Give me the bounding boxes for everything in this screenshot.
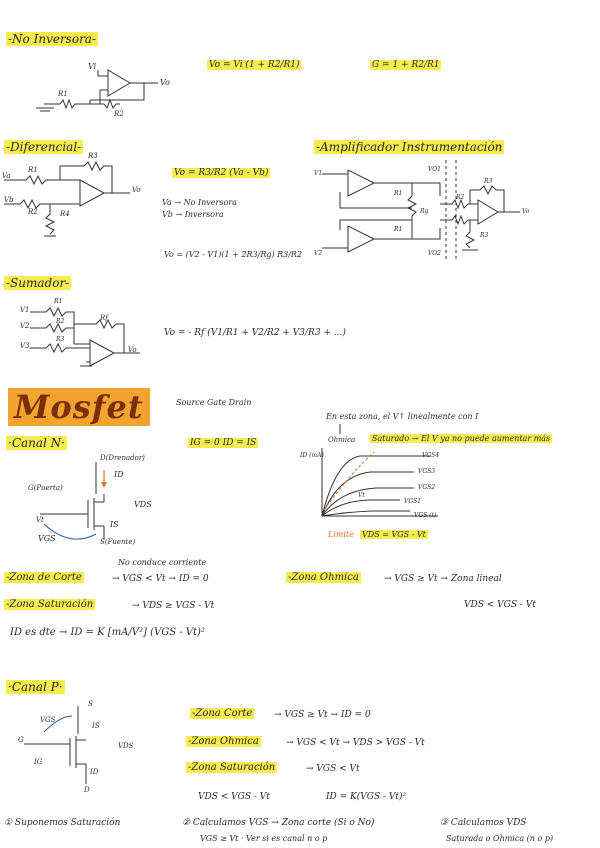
label-n-vds: VDS xyxy=(134,500,152,509)
section-title-sumador: -Sumador- xyxy=(6,276,70,290)
label-inst-vo: Vo xyxy=(522,208,530,215)
label-p-is: IS xyxy=(92,722,100,730)
label-n-source: S(Fuente) xyxy=(100,538,136,546)
step-3b: Saturada o Ohmica (n o p) xyxy=(446,834,554,843)
canal-n-title: ·Canal N· xyxy=(8,436,65,450)
label-p-g: G xyxy=(18,736,24,744)
label-n-id: ID xyxy=(114,470,124,479)
label-vb: Vb xyxy=(4,196,14,204)
graph-curve-vgst: VGS (t) xyxy=(414,512,437,519)
label-inst-v1: V1 xyxy=(314,170,323,177)
label-inst-r3: R3 xyxy=(484,178,493,185)
opamp-no-inversora xyxy=(36,70,158,111)
zona-ohmica-rule: → VGS ≥ Vt → Zona lineal xyxy=(384,574,502,584)
id-formula: ID es dte → ID = K [mA/V²] (VGS - Vt)² xyxy=(10,627,205,638)
formula-sumador: Vo = - Rf (V1/R1 + V2/R2 + V3/R3 + ...) xyxy=(164,328,346,338)
graph-limit-formula: VDS = VGS - Vt xyxy=(362,530,426,539)
graph-ohmica: Ohmica xyxy=(328,436,356,444)
mosfet-title: Mosfet xyxy=(8,388,150,426)
label-inst-v2: V2 xyxy=(314,250,323,257)
graph-vt: Vt xyxy=(358,492,365,499)
opamp-sumador xyxy=(30,308,140,366)
no-conduce-note: No conduce corriente xyxy=(118,558,207,567)
label-vo: Vo xyxy=(160,78,170,87)
canal-n-currents: IG = 0 ID = IS xyxy=(190,438,257,448)
section-title-instrumentacion: -Amplificador Instrumentación xyxy=(316,140,503,154)
p-zona-corte-title: -Zona Corte xyxy=(192,708,253,719)
p-sat-cond: VDS < VGS - Vt xyxy=(198,792,270,802)
label-n-vgs: VGS xyxy=(38,534,56,543)
zona-corte-rule: → VGS < Vt → ID = 0 xyxy=(112,574,209,584)
zona-saturacion-rule: → VDS ≥ VGS - Vt xyxy=(132,601,215,611)
graph-note: En esta zona, el V↑ linealmente con I xyxy=(326,412,479,421)
zona-ohmica-title: -Zona Ohmica xyxy=(288,572,359,583)
section-title-no-inversora: -No Inversora- xyxy=(8,32,97,46)
zona-ohmica-rule2: VDS < VGS - Vt xyxy=(464,600,536,610)
label-inst-vo2: VO2 xyxy=(428,250,441,257)
label-r2: R2 xyxy=(114,110,124,118)
graph-limit: Limite xyxy=(328,530,354,539)
graph-curve-vgs2: VGS2 xyxy=(418,484,436,491)
canal-p-title: ·Canal P· xyxy=(8,680,63,694)
label-inst-r1b: R1 xyxy=(394,226,403,233)
mosfet-terminals: Source Gate Drain xyxy=(176,398,252,407)
step-3: ③ Calculamos VDS xyxy=(440,818,527,828)
label-inst-r2: R2 xyxy=(456,194,465,201)
step-2b: VGS ≥ Vt · Ver si es canal n o p xyxy=(200,834,328,843)
label-sum-r3: R3 xyxy=(56,336,65,343)
label-p-s: S xyxy=(88,700,93,708)
label-diff-r2: R2 xyxy=(28,208,38,216)
p-sat-id: ID = K(VGS - Vt)² xyxy=(326,792,407,802)
label-sum-r1: R1 xyxy=(54,298,63,305)
label-diff-r4: R4 xyxy=(60,210,70,218)
label-sum-v1: V1 xyxy=(20,306,30,314)
label-n-gate: G(Puerta) xyxy=(28,484,63,492)
graph-ylabel: ID (mA) xyxy=(300,452,324,459)
formula-no-inversora-gain: G = 1 + R2/R1 xyxy=(372,60,440,70)
label-p-vds: VDS xyxy=(118,742,134,750)
label-n-is: IS xyxy=(110,520,119,529)
label-n-drain: D(Drenador) xyxy=(100,454,145,462)
label-p-ig: IG xyxy=(34,758,43,766)
step-1: ① Suponemos Saturación xyxy=(4,818,121,828)
note-vb: Vb → Inversora xyxy=(162,210,224,219)
graph-curve-vgs4: VGS4 xyxy=(422,452,440,459)
label-vi: Vi xyxy=(88,62,97,71)
p-zona-ohmica-rule: → VGS < Vt → VDS > VGS - Vt xyxy=(286,738,425,748)
opamp-diferencial xyxy=(4,162,130,236)
graph-saturado: Saturado → El V ya no puede aumentar más xyxy=(372,434,551,443)
label-p-d: D xyxy=(84,786,90,794)
label-va: Va xyxy=(2,172,11,180)
formula-no-inversora-vo: Vo = Vi (1 + R2/R1) xyxy=(209,60,300,70)
label-r1: R1 xyxy=(58,90,68,98)
zona-corte-title: -Zona de Corte xyxy=(6,572,82,583)
label-sum-rf: Rf xyxy=(100,314,108,322)
label-diff-r3: R3 xyxy=(88,152,98,160)
label-sum-r2: R2 xyxy=(56,318,65,325)
label-sum-v3: V3 xyxy=(20,342,30,350)
step-2: ② Calculamos VGS → Zona corte (Si o No) xyxy=(182,818,375,828)
zona-saturacion-title: -Zona Saturación xyxy=(6,599,94,610)
label-inst-rg: Rg xyxy=(420,208,429,215)
graph-curve-vgs1: VGS1 xyxy=(404,498,422,505)
label-n-vt: Vt xyxy=(36,516,44,524)
label-inst-vo1: VO1 xyxy=(428,166,441,173)
graph-curve-vgs3: VGS3 xyxy=(418,468,436,475)
label-diff-r1: R1 xyxy=(28,166,38,174)
mosfet-n-symbol xyxy=(40,462,107,540)
formula-diferencial-vo2: Vo = (V2 - V1)(1 + 2R3/Rg) R3/R2 xyxy=(164,250,303,259)
label-p-id: ID xyxy=(90,768,99,776)
label-sum-v2: V2 xyxy=(20,322,30,330)
p-zona-ohmica-title: -Zona Ohmica xyxy=(188,736,259,747)
label-inst-r3b: R3 xyxy=(480,232,489,239)
label-p-vgs: VGS xyxy=(40,716,56,724)
label-inst-r1: R1 xyxy=(394,190,403,197)
label-sum-vo: Vo xyxy=(128,346,137,354)
section-title-diferencial: -Diferencial- xyxy=(6,140,82,154)
p-zona-saturacion-title: -Zona Saturación xyxy=(188,762,276,773)
p-zona-corte-rule: → VGS ≥ Vt → ID = 0 xyxy=(274,710,371,720)
label-diff-vo: Vo xyxy=(132,186,141,194)
p-zona-saturacion-rule: → VGS < Vt xyxy=(306,764,360,774)
note-va: Va → No Inversora xyxy=(162,198,237,207)
formula-diferencial-vo: Vo = R3/R2 (Va - Vb) xyxy=(174,168,269,178)
